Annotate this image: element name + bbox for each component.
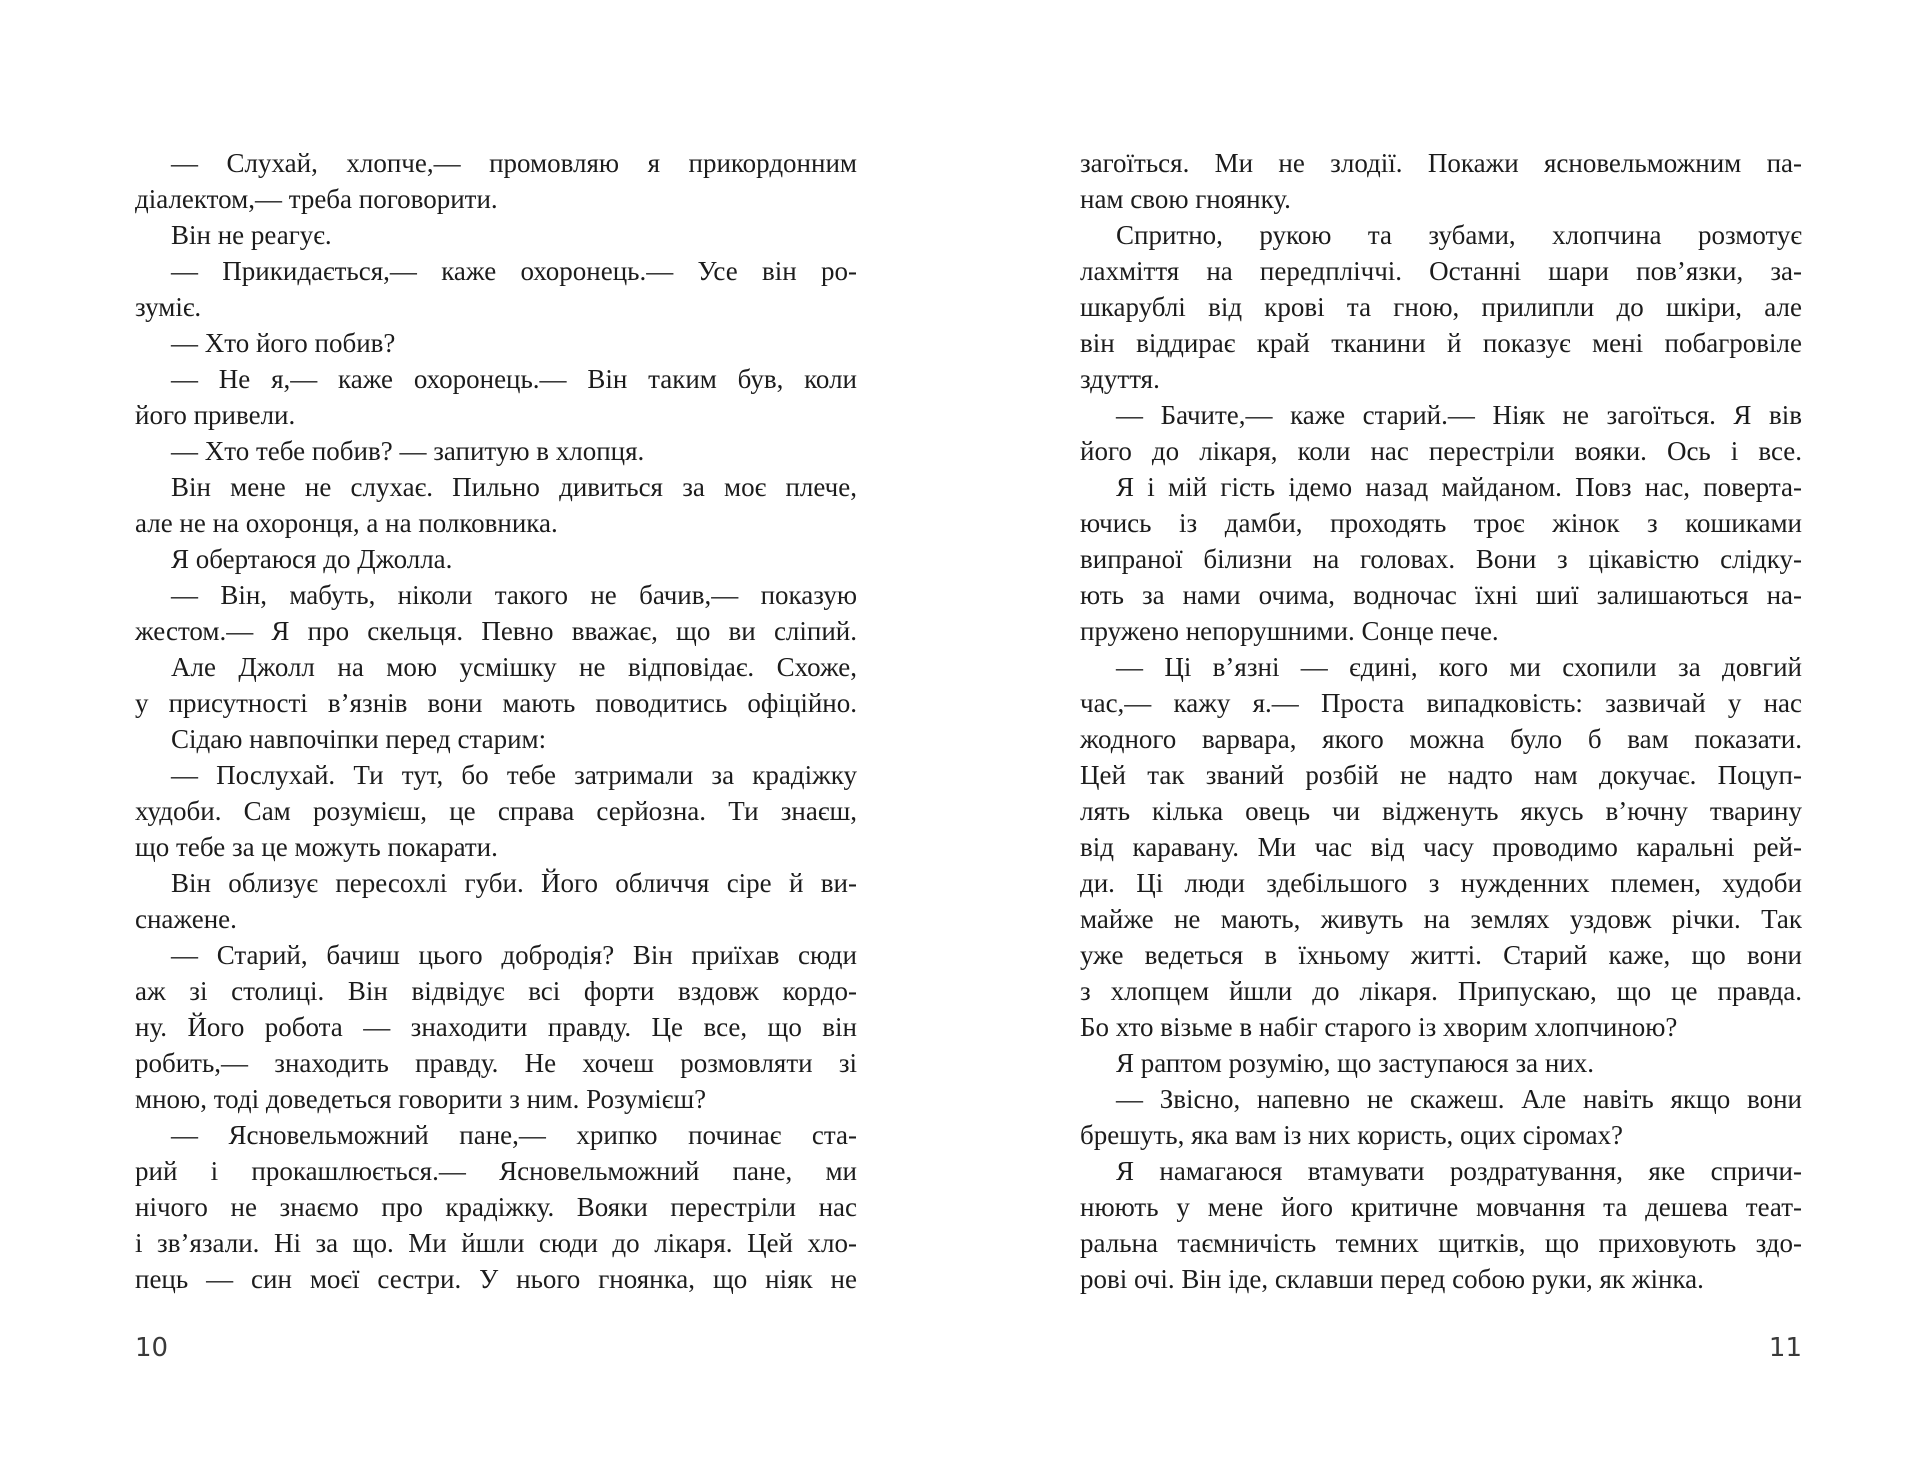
text-line: аж зі столиці. Він відвідує всі форти вздовж кордо- bbox=[135, 976, 857, 1006]
text-line: Сідаю навпочіпки перед старим: bbox=[171, 724, 547, 754]
text-line: ючись із дамби, проходять троє жінок з кошиками bbox=[1080, 508, 1802, 538]
text-line: і зв’язали. Ні за що. Ми йшли сюди до лікаря. Цей хло- bbox=[135, 1228, 857, 1258]
text-line: діалектом,— треба поговорити. bbox=[135, 184, 498, 214]
text-line: нам свою гноянку. bbox=[1080, 184, 1291, 214]
text-line: нюють у мене його критичне мовчання та дешева теат- bbox=[1080, 1192, 1802, 1222]
text-line: худоби. Сам розумієш, це справа серйозна. Ти знаєш, bbox=[135, 796, 857, 826]
text-line: — Прикидається,— каже охоронець.— Усе він ро- bbox=[171, 256, 857, 286]
text-line: випраної білизни на головах. Вони з цікавістю слідку- bbox=[1080, 544, 1802, 574]
text-line: — Бачите,— каже старий.— Ніяк не загоїться. Я вів bbox=[1116, 400, 1802, 430]
text-line: він віддирає край тканини й показує мені побагровіле bbox=[1080, 328, 1802, 358]
page-number: 11 bbox=[1768, 1333, 1802, 1363]
text-line: Він мене не слухає. Пильно дивиться за моє плече, bbox=[171, 472, 857, 502]
text-line: Я раптом розумію, що заступаюся за них. bbox=[1116, 1048, 1595, 1078]
text-line: нічого не знаємо про крадіжку. Вояки перестріли нас bbox=[135, 1192, 857, 1222]
text-line: зуміє. bbox=[135, 292, 202, 322]
text-line: ди. Ці люди здебільшого з нужденних племен, худоби bbox=[1080, 868, 1802, 898]
text-line: у присутності в’язнів вони мають поводитись офіційно. bbox=[135, 688, 857, 718]
text-line: час,— кажу я.— Проста випадковість: зазвичай у нас bbox=[1080, 688, 1802, 718]
right-page-text bbox=[1080, 145, 1802, 1297]
text-line: мною, тоді доведеться говорити з ним. Розумієш? bbox=[135, 1084, 707, 1114]
text-line: що тебе за це можуть покарати. bbox=[135, 832, 498, 862]
text-line: здуття. bbox=[1080, 364, 1160, 394]
text-line: ють за нами очима, водночас їхні шиї залишаються на- bbox=[1080, 580, 1802, 610]
text-line: — Послухай. Ти тут, бо тебе затримали за крадіжку bbox=[171, 760, 857, 790]
text-line: Але Джолл на мою усмішку не відповідає. Схоже, bbox=[171, 652, 857, 682]
text-line: — Він, мабуть, ніколи такого не бачив,— показую bbox=[171, 580, 857, 610]
text-line: шкарублі від крові та гною, прилипли до шкіри, але bbox=[1080, 292, 1802, 322]
left-page-text bbox=[135, 145, 857, 1297]
left-page bbox=[135, 145, 857, 1395]
text-line: з хлопцем йшли до лікаря. Припускаю, що це правда. bbox=[1080, 976, 1802, 1006]
text-line: — Хто тебе побив? — запитую в хлопця. bbox=[171, 436, 645, 466]
text-line: пець — син моєї сестри. У нього гноянка, що ніяк не bbox=[135, 1264, 857, 1294]
right-page bbox=[1080, 145, 1802, 1395]
text-line: — Ясновельможний пане,— хрипко починає ста- bbox=[171, 1120, 857, 1150]
text-line: уже ведеться в їхньому житті. Старий каже, що вони bbox=[1080, 940, 1802, 970]
text-line: лять кілька овець чи відженуть якусь в’ючну тварину bbox=[1080, 796, 1802, 826]
text-line: жестом.— Я про скельця. Певно вважає, що ви сліпий. bbox=[135, 616, 857, 646]
text-line: Спритно, рукою та зубами, хлопчина розмотує bbox=[1116, 220, 1802, 250]
text-line: Я намагаюся втамувати роздратування, яке спричи- bbox=[1116, 1156, 1802, 1186]
text-line: загоїться. Ми не злодії. Покажи ясновельможним па- bbox=[1080, 148, 1802, 178]
text-line: ральна таємничість темних щитків, що приховують здо- bbox=[1080, 1228, 1802, 1258]
text-line: снажене. bbox=[135, 904, 237, 934]
text-line: ну. Його робота — знаходити правду. Це все, що він bbox=[135, 1012, 857, 1042]
text-line: — Старий, бачиш цього добродія? Він приїхав сюди bbox=[171, 940, 857, 970]
text-line: від каравану. Ми час від часу проводимо каральні рей- bbox=[1080, 832, 1802, 862]
text-line: Він не реагує. bbox=[171, 220, 332, 250]
text-line: Цей так званий розбій не надто нам докучає. Поцуп- bbox=[1080, 760, 1802, 790]
text-line: жодного варвара, якого можна було б вам показати. bbox=[1080, 724, 1802, 754]
text-line: — Не я,— каже охоронець.— Він таким був, коли bbox=[171, 364, 857, 394]
text-line: — Звісно, напевно не скажеш. Але навіть якщо вони bbox=[1116, 1084, 1802, 1114]
text-line: — Слухай, хлопче,— промовляю я прикордонним bbox=[171, 148, 857, 178]
text-line: робить,— знаходить правду. Не хочеш розмовляти зі bbox=[135, 1048, 857, 1078]
text-line: Я і мій гість ідемо назад майданом. Повз нас, поверта- bbox=[1116, 472, 1802, 502]
text-line: Я обертаюся до Джолла. bbox=[171, 544, 453, 574]
text-line: рий і прокашлюється.— Ясновельможний пане, ми bbox=[135, 1156, 857, 1186]
text-line: лахміття на передпліччі. Останні шари пов’язки, за- bbox=[1080, 256, 1802, 286]
text-line: але не на охоронця, а на полковника. bbox=[135, 508, 558, 538]
text-line: брешуть, яка вам із них користь, оцих сіромах? bbox=[1080, 1120, 1624, 1150]
text-line: — Ці в’язні — єдині, кого ми схопили за довгий bbox=[1116, 652, 1802, 682]
text-line: його привели. bbox=[135, 400, 296, 430]
page-number: 10 bbox=[135, 1333, 169, 1363]
text-line: Він облизує пересохлі губи. Його обличчя сіре й ви- bbox=[171, 868, 857, 898]
text-line: його до лікаря, коли нас перестріли вояки. Ось і все. bbox=[1080, 436, 1802, 466]
text-line: — Хто його побив? bbox=[171, 328, 396, 358]
text-line: майже не мають, живуть на землях уздовж річки. Так bbox=[1080, 904, 1802, 934]
text-line: пружено непорушними. Сонце пече. bbox=[1080, 616, 1499, 646]
text-line: Бо хто візьме в набіг старого із хворим хлопчиною? bbox=[1080, 1012, 1678, 1042]
text-line: рові очі. Він іде, склавши перед собою руки, як жінка. bbox=[1080, 1264, 1704, 1294]
